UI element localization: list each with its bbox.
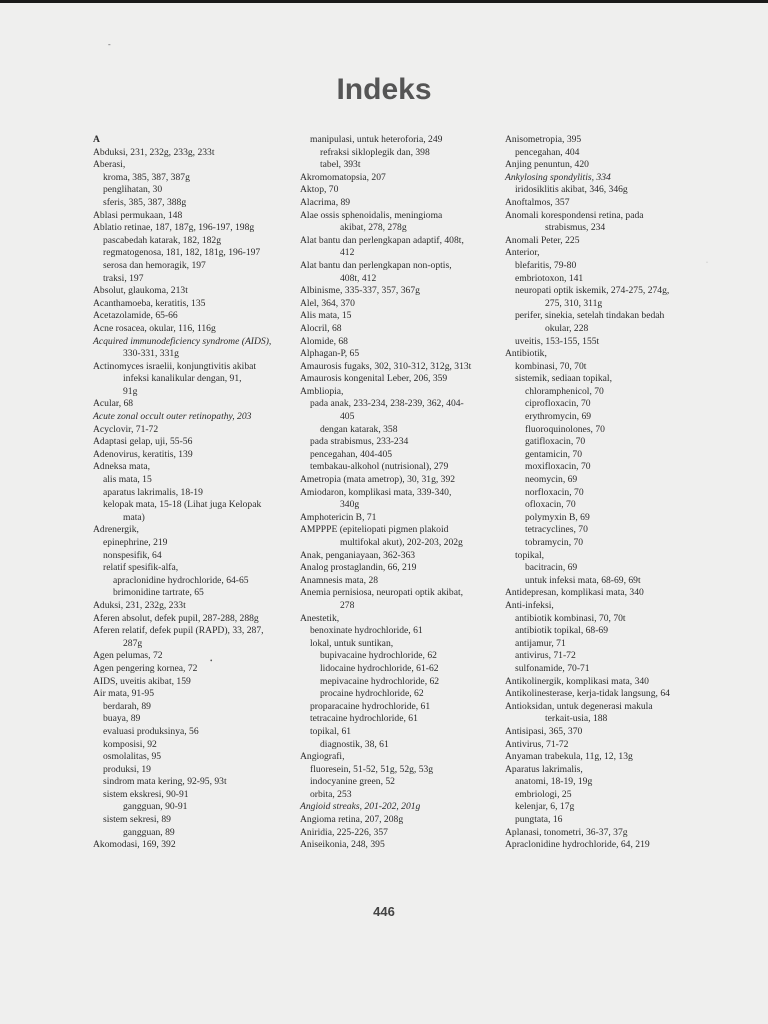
- index-entry: 91g: [123, 385, 138, 397]
- index-entry: 278: [340, 599, 355, 611]
- index-entry: gatifloxacin, 70: [525, 436, 586, 448]
- index-entry: antibiotik topikal, 68-69: [515, 625, 608, 637]
- index-entry: Aniseikonia, 248, 395: [300, 839, 385, 851]
- index-entry: tetracyclines, 70: [525, 524, 588, 536]
- index-entry: Aktop, 70: [300, 184, 339, 196]
- index-entry: Anomali korespondensi retina, pada: [505, 209, 644, 221]
- index-entry: regmatogenosa, 181, 182, 181g, 196-197: [103, 247, 261, 259]
- index-entry: Adaptasi gelap, uji, 55-56: [93, 436, 193, 448]
- index-entry: Antisipasi, 365, 370: [505, 725, 583, 737]
- index-entry: procaine hydrochloride, 62: [320, 688, 424, 700]
- index-entry: Air mata, 91-95: [93, 688, 155, 700]
- index-entry: tembakau-alkohol (nutrisional), 279: [310, 461, 449, 473]
- index-entry: Antikolinesterase, kerja-tidak langsung, 64: [505, 688, 670, 700]
- index-column-3: [505, 134, 705, 852]
- index-entry: ofloxacin, 70: [525, 499, 576, 511]
- index-entry: Acne rosacea, okular, 116, 116g: [93, 322, 216, 334]
- index-entry: Anterior,: [505, 247, 540, 259]
- index-entry: buaya, 89: [103, 713, 141, 725]
- index-entry: Aplanasi, tonometri, 36-37, 37g: [505, 826, 628, 838]
- index-entry: Alacrima, 89: [300, 196, 351, 208]
- index-entry: bacitracin, 69: [525, 562, 578, 574]
- page-title: Indeks: [336, 73, 432, 106]
- index-entry: AMPPPE (epiteliopati pigmen plakoid: [300, 524, 449, 536]
- index-column-2: [300, 134, 500, 852]
- index-entry: tabel, 393t: [320, 159, 361, 171]
- index-entry: Agen pengering kornea, 72: [93, 662, 198, 674]
- index-entry: Absolut, glaukoma, 213t: [93, 285, 188, 297]
- index-entry: antijamur, 71: [515, 637, 566, 649]
- index-entry: fluoroquinolones, 70: [525, 423, 605, 435]
- index-entry: multifokal akut), 202-203, 202g: [340, 537, 463, 548]
- index-entry: pencegahan, 404: [515, 146, 580, 158]
- index-entry: penglihatan, 30: [103, 184, 163, 196]
- index-entry: manipulasi, untuk heteroforia, 249: [310, 134, 443, 145]
- index-entry: topikal, 61: [310, 725, 352, 737]
- index-entry: lokal, untuk suntikan,: [310, 637, 394, 649]
- index-entry: Anomali Peter, 225: [505, 234, 580, 246]
- index-entry: benoxinate hydrochloride, 61: [310, 625, 423, 637]
- index-entry: diagnostik, 38, 61: [320, 738, 389, 750]
- index-entry: Ankylosing spondylitis, 334: [505, 171, 611, 183]
- index-entry: produksi, 19: [103, 763, 151, 775]
- index-entry: Acanthamoeba, keratitis, 135: [93, 297, 206, 309]
- index-entry: infeksi kanalikular dengan, 91,: [123, 373, 242, 385]
- index-entry: sulfonamide, 70-71: [515, 662, 590, 674]
- index-entry: Akromomatopsia, 207: [300, 171, 386, 183]
- index-entry: akibat, 278, 278g: [340, 222, 407, 234]
- index-entry: Alel, 364, 370: [300, 297, 355, 309]
- index-entry: uveitis, 153-155, 155t: [515, 335, 600, 347]
- index-entry: Actinomyces israelii, konjungtivitis akibat: [93, 360, 257, 372]
- index-entry: blefaritis, 79-80: [515, 259, 577, 271]
- index-entry: Antivirus, 71-72: [505, 738, 569, 750]
- index-entry: 287g: [123, 637, 143, 649]
- index-entry: Acquired immunodeficiency syndrome (AIDS),: [93, 335, 272, 347]
- index-entry: pencegahan, 404-405: [310, 448, 393, 460]
- index-entry: sindrom mata kering, 92-95, 93t: [103, 776, 227, 788]
- index-entry: Anemia pernisiosa, neuropati optik akibat,: [300, 587, 464, 599]
- index-entry: kroma, 385, 387, 387g: [103, 171, 190, 183]
- index-entry: gentamicin, 70: [525, 448, 583, 460]
- index-entry: gangguan, 89: [123, 826, 175, 838]
- index-entry: 405: [340, 411, 355, 423]
- index-entry: Angiografi,: [300, 751, 345, 763]
- index-entry: osmolalitas, 95: [103, 751, 162, 763]
- index-entry: evaluasi produksinya, 56: [103, 725, 199, 737]
- index-entry: Acute zonal occult outer retinopathy, 203: [93, 411, 252, 423]
- stray-bullet: •: [210, 657, 213, 665]
- index-entry: untuk infeksi mata, 68-69, 69t: [525, 574, 641, 586]
- index-entry: anatomi, 18-19, 19g: [515, 776, 593, 788]
- index-entry: Anoftalmos, 357: [505, 196, 570, 208]
- index-entry: Antibiotik,: [505, 348, 547, 360]
- index-entry: antivirus, 71-72: [515, 650, 576, 662]
- index-entry: kelopak mata, 15-18 (Lihat juga Kelopak: [103, 499, 262, 511]
- index-entry: Aparatus lakrimalis,: [505, 763, 583, 775]
- index-entry: embriotoxon, 141: [515, 272, 584, 284]
- page-dash-mark: -: [108, 40, 111, 49]
- index-entry: Akomodasi, 169, 392: [93, 839, 176, 851]
- index-entry: pada strabismus, 233-234: [310, 436, 409, 448]
- index-entry: epinephrine, 219: [103, 537, 168, 548]
- index-entry: bupivacaine hydrochloride, 62: [320, 650, 437, 662]
- index-entry: Alat bantu dan perlengkapan adaptif, 408t,: [300, 234, 464, 246]
- index-entry: chloramphenicol, 70: [525, 385, 604, 397]
- index-entry: Alat bantu dan perlengkapan non-optis,: [300, 259, 452, 271]
- index-entry: Ablasi permukaan, 148: [93, 209, 183, 221]
- index-entry: Acular, 68: [93, 398, 134, 410]
- index-entry: Adenovirus, keratitis, 139: [93, 448, 193, 460]
- index-entry: serosa dan hemoragik, 197: [103, 259, 206, 271]
- index-entry: sistemik, sediaan topikal,: [515, 373, 612, 385]
- index-entry: Anamnesis mata, 28: [300, 574, 379, 586]
- index-entry: Agen pelumas, 72: [93, 650, 163, 662]
- index-entry: Antikolinergik, komplikasi mata, 340: [505, 675, 649, 687]
- index-column-1: [93, 134, 303, 852]
- index-entry: antibiotik kombinasi, 70, 70t: [515, 612, 626, 624]
- index-entry: orbita, 253: [310, 788, 352, 800]
- index-entry: embriologi, 25: [515, 788, 572, 800]
- index-entry: Angioid streaks, 201-202, 201g: [300, 801, 421, 813]
- index-entry: Ambliopia,: [300, 385, 344, 397]
- index-entry: relatif spesifik-alfa,: [103, 562, 179, 574]
- index-entry: pungtata, 16: [515, 814, 563, 826]
- index-entry: refraksi sikloplegik dan, 398: [320, 146, 430, 158]
- top-edge-bar: [0, 0, 768, 3]
- index-entry: Amphotericin B, 71: [300, 511, 377, 523]
- index-entry: Aberasi,: [93, 159, 126, 171]
- index-entry: traksi, 197: [103, 272, 144, 284]
- index-entry: kelenjar, 6, 17g: [515, 801, 575, 813]
- index-entry: Adrenergik,: [93, 524, 139, 536]
- index-entry: terkait-usia, 188: [545, 713, 608, 725]
- index-entry: Ablatio retinae, 187, 187g, 196-197, 198g: [93, 222, 255, 234]
- index-entry: Alae ossis sphenoidalis, meningioma: [300, 209, 443, 221]
- margin-mark: ·: [706, 260, 708, 266]
- index-entry: brimonidine tartrate, 65: [113, 587, 204, 599]
- index-entry: norfloxacin, 70: [525, 486, 584, 498]
- page-number: 446: [373, 904, 395, 919]
- index-entry: dengan katarak, 358: [320, 423, 398, 435]
- index-entry: Alomide, 68: [300, 335, 348, 347]
- index-entry: Ametropia (mata ametrop), 30, 31g, 392: [300, 474, 456, 486]
- index-letter-heading: A: [93, 134, 100, 145]
- index-entry: Aferen absolut, defek pupil, 287-288, 288g: [93, 612, 259, 624]
- index-entry: Aniridia, 225-226, 357: [300, 826, 388, 838]
- index-entry: topikal,: [515, 549, 545, 561]
- index-entry: 275, 310, 311g: [545, 297, 603, 309]
- index-entry: kombinasi, 70, 70t: [515, 360, 587, 372]
- index-entry: tobramycin, 70: [525, 537, 584, 548]
- index-entry: tetracaine hydrochloride, 61: [310, 713, 418, 725]
- index-entry: nonspesifik, 64: [103, 549, 162, 561]
- index-entry: 340g: [340, 499, 360, 511]
- index-entry: Anti-infeksi,: [505, 599, 554, 611]
- index-entry: Anisometropia, 395: [505, 134, 582, 145]
- index-entry: Analog prostaglandin, 66, 219: [300, 562, 417, 574]
- index-entry: Adneksa mata,: [93, 461, 151, 473]
- index-entry: 412: [340, 247, 355, 259]
- index-entry: Anestetik,: [300, 612, 340, 624]
- index-entry: erythromycin, 69: [525, 411, 592, 423]
- index-entry: alis mata, 15: [103, 474, 152, 486]
- index-entry: neomycin, 69: [525, 474, 578, 486]
- index-entry: Anjing penuntun, 420: [505, 159, 589, 171]
- index-entry: Alis mata, 15: [300, 310, 352, 322]
- index-entry: Amaurosis kongenital Leber, 206, 359: [300, 373, 448, 385]
- index-entry: lidocaine hydrochloride, 61-62: [320, 662, 439, 674]
- index-entry: sistem ekskresi, 90-91: [103, 788, 189, 800]
- index-entry: sferis, 385, 387, 388g: [103, 196, 187, 208]
- index-entry: komposisi, 92: [103, 738, 157, 750]
- index-entry: polymyxin B, 69: [525, 511, 590, 523]
- index-entry: fluoresein, 51-52, 51g, 52g, 53g: [310, 763, 434, 775]
- index-entry: Antioksidan, untuk degenerasi makula: [505, 700, 653, 712]
- index-entry: Alphagan-P, 65: [300, 348, 360, 360]
- index-entry: apraclonidine hydrochloride, 64-65: [113, 574, 249, 586]
- index-entry: aparatus lakrimalis, 18-19: [103, 486, 203, 498]
- index-entry: gangguan, 90-91: [123, 801, 188, 813]
- index-entry: perifer, sinekia, setelah tindakan bedah: [515, 310, 665, 322]
- index-entry: AIDS, uveitis akibat, 159: [93, 675, 191, 687]
- index-entry: Amiodaron, komplikasi mata, 339-340,: [300, 486, 452, 498]
- index-entry: Acyclovir, 71-72: [93, 423, 159, 435]
- index-entry: 330-331, 331g: [123, 348, 179, 360]
- index-entry: proparacaine hydrochloride, 61: [310, 700, 431, 712]
- index-entry: Aduksi, 231, 232g, 233t: [93, 599, 186, 611]
- index-entry: berdarah, 89: [103, 700, 151, 712]
- index-entry: Apraclonidine hydrochloride, 64, 219: [505, 839, 650, 851]
- index-entry: Aferen relatif, defek pupil (RAPD), 33, 287,: [93, 625, 264, 637]
- index-entry: Alocril, 68: [300, 322, 342, 334]
- index-entry: mepivacaine hydrochloride, 62: [320, 675, 440, 687]
- index-entry: Antidepresan, komplikasi mata, 340: [505, 587, 644, 599]
- index-entry: Acetazolamide, 65-66: [93, 310, 178, 322]
- index-entry: moxifloxacin, 70: [525, 461, 591, 473]
- index-entry: pascabedah katarak, 182, 182g: [103, 234, 222, 246]
- index-entry: ciprofloxacin, 70: [525, 398, 591, 410]
- index-entry: iridosiklitis akibat, 346, 346g: [515, 184, 628, 196]
- index-entry: pada anak, 233-234, 238-239, 362, 404-: [310, 398, 464, 410]
- index-entry: Abduksi, 231, 232g, 233g, 233t: [93, 146, 215, 158]
- index-entry: 408t, 412: [340, 272, 377, 284]
- index-entry: Amaurosis fugaks, 302, 310-312, 312g, 313t: [300, 360, 472, 372]
- index-entry: Anyaman trabekula, 11g, 12, 13g: [505, 751, 633, 763]
- index-entry: indocyanine green, 52: [310, 776, 395, 788]
- index-entry: mata): [123, 511, 145, 523]
- index-entry: strabismus, 234: [545, 222, 606, 234]
- index-entry: neuropati optik iskemik, 274-275, 274g,: [515, 285, 670, 297]
- index-entry: sistem sekresi, 89: [103, 814, 171, 826]
- index-entry: Albinisme, 335-337, 357, 367g: [300, 285, 420, 297]
- index-entry: Angioma retina, 207, 208g: [300, 814, 404, 826]
- index-entry: okular, 228: [545, 322, 589, 334]
- index-entry: Anak, penganiayaan, 362-363: [300, 549, 416, 561]
